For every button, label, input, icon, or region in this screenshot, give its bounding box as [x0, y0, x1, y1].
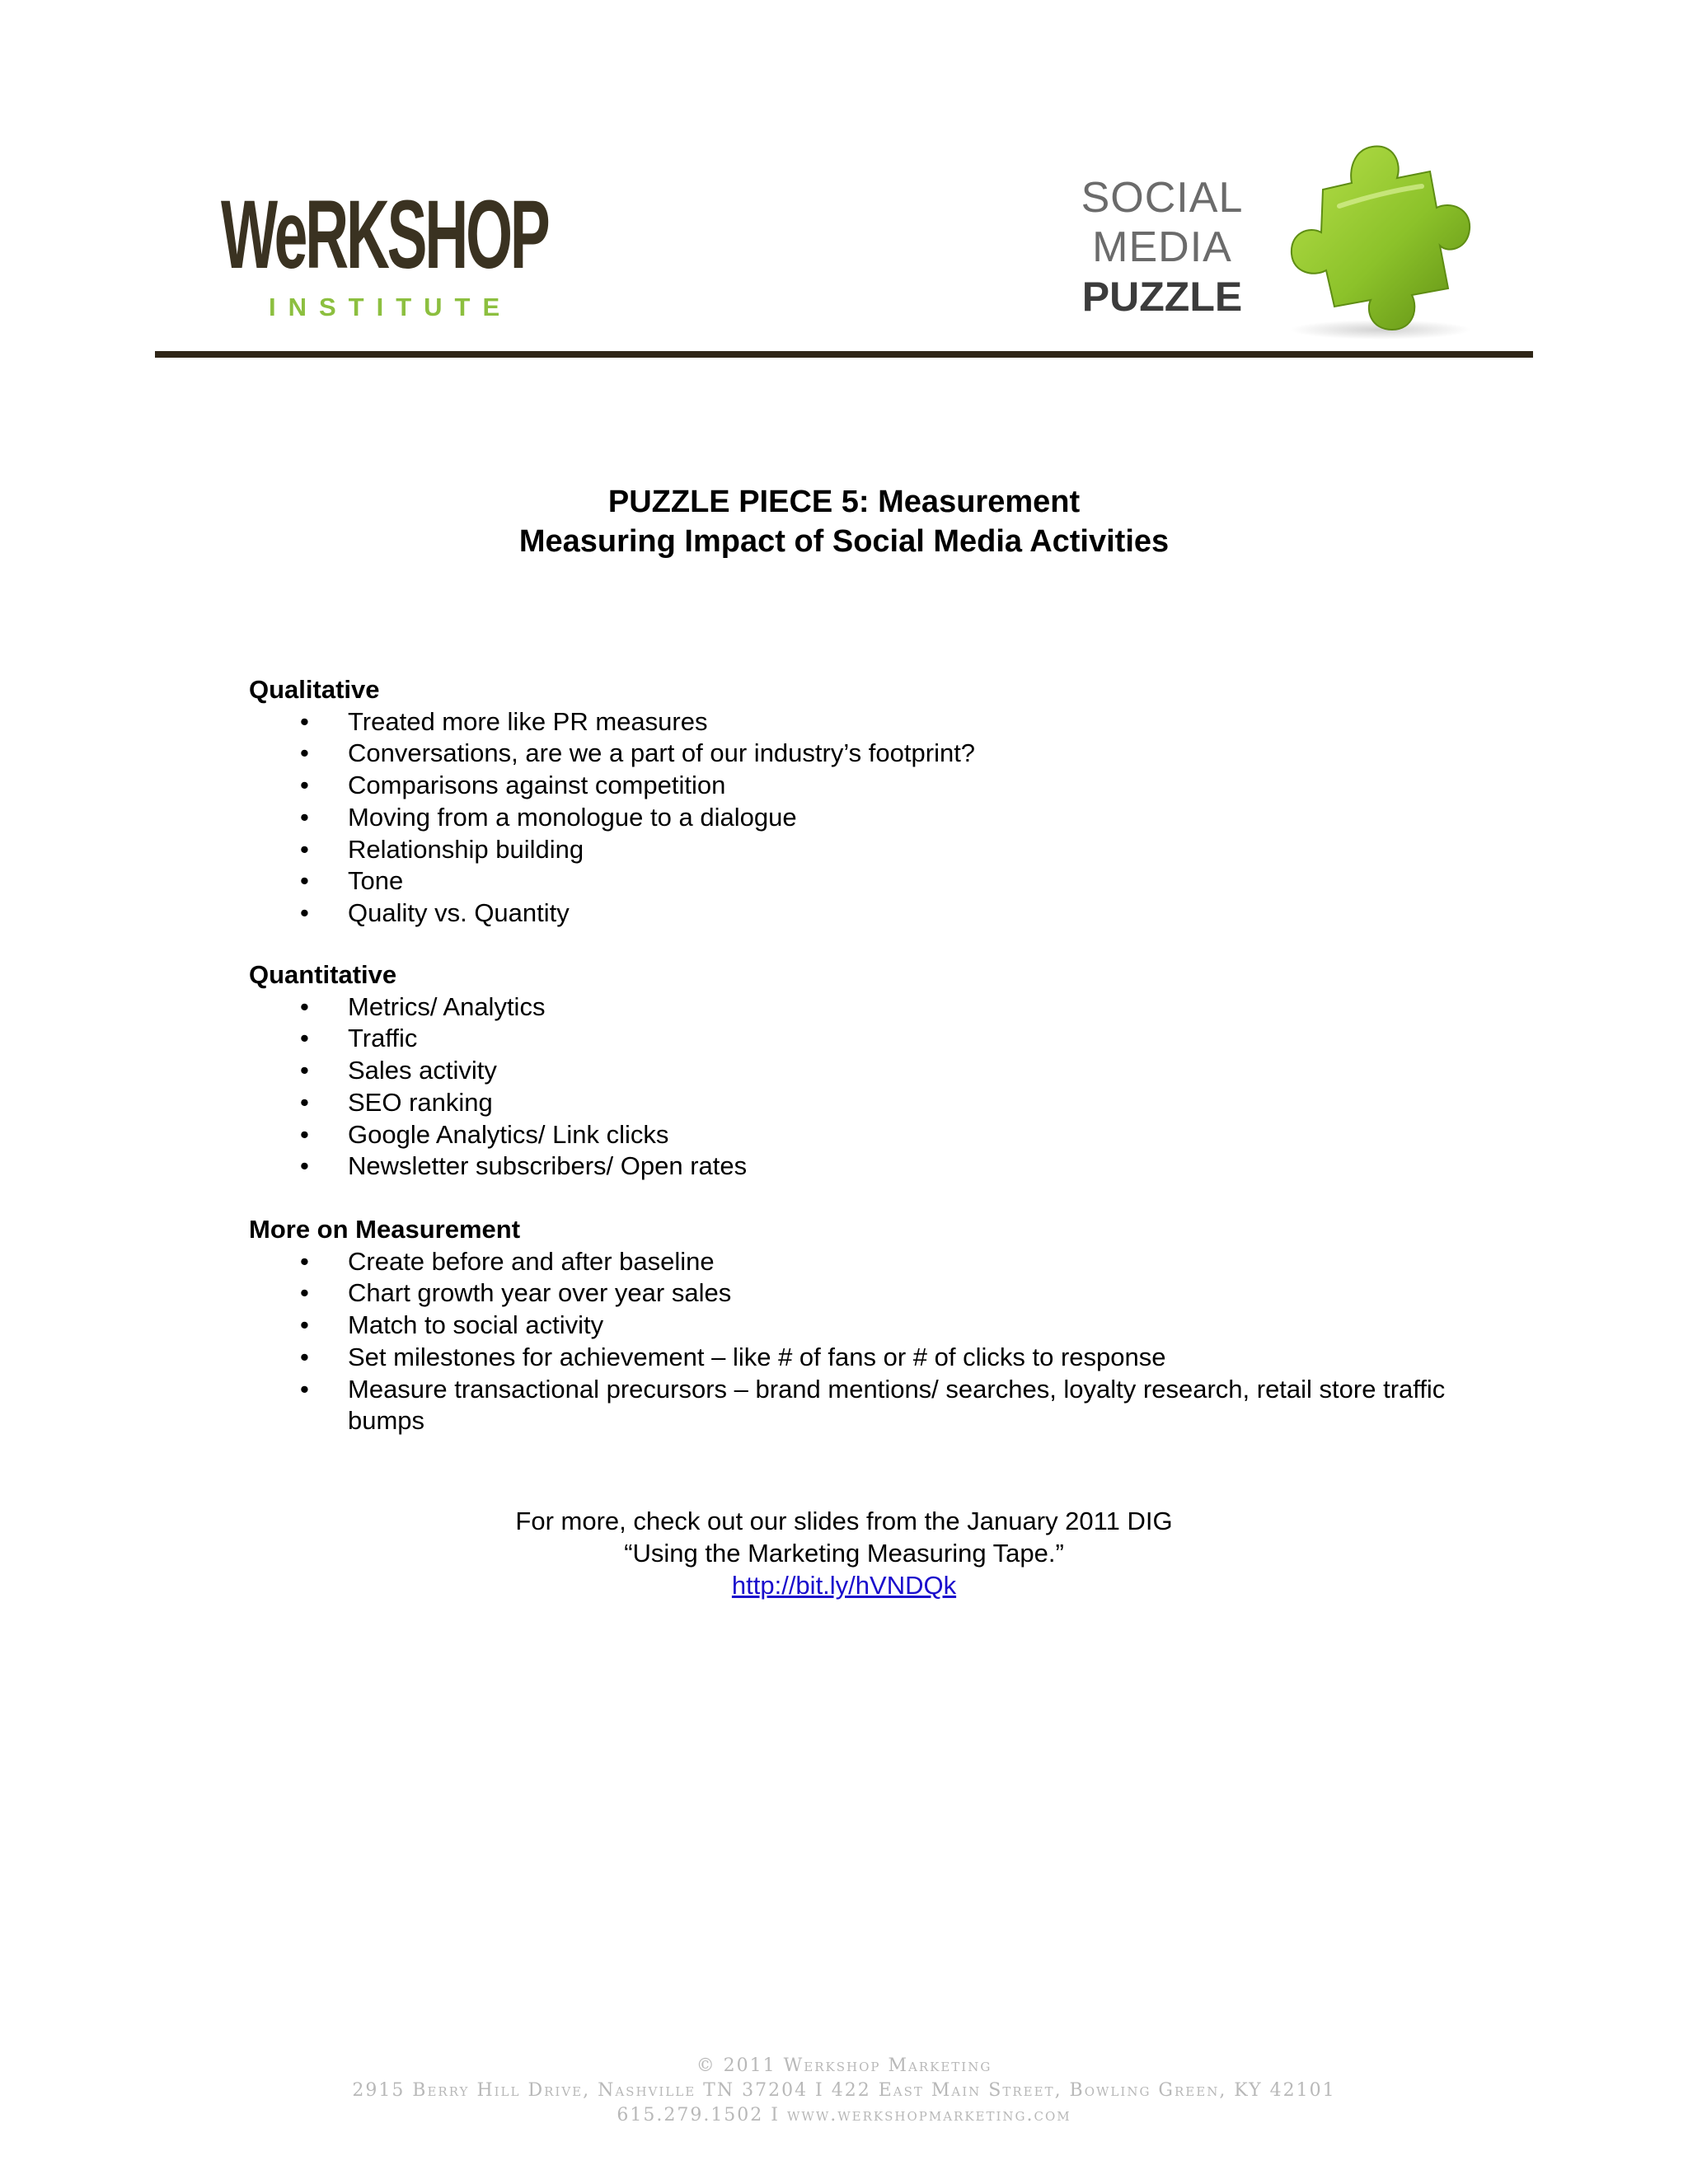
section-heading: More on Measurement	[249, 1215, 521, 1244]
list-item: • Metrics/ Analytics	[249, 991, 1485, 1024]
list-item: • Relationship building	[249, 834, 1485, 866]
list-item: • Set milestones for achievement – like # of fans or # of clicks to response	[249, 1342, 1485, 1374]
logo-line-social: SOCIAL	[1081, 174, 1244, 222]
bullet-icon: •	[300, 1278, 309, 1308]
closing-line-2: “Using the Marketing Measuring Tape.”	[624, 1539, 1064, 1568]
footer-copyright: © 2011 Werkshop Marketing	[696, 2055, 992, 2076]
list-item: • Comparisons against competition	[249, 770, 1485, 802]
social-media-puzzle-logo	[1071, 173, 1253, 330]
bullet-list	[249, 1246, 1485, 1437]
bullet-icon: •	[300, 1119, 309, 1149]
bullet-icon: •	[300, 1087, 309, 1117]
list-item: • Chart growth year over year sales	[249, 1277, 1485, 1310]
list-item: • Quality vs. Quantity	[249, 898, 1485, 930]
list-item: • Treated more like PR measures	[249, 706, 1485, 738]
bullet-list	[249, 706, 1485, 930]
list-item: • Measure transactional precursors – brand mentions/ searches, loyalty research, retail store traffic bumps	[300, 1374, 1446, 1436]
bullet-list	[249, 991, 1485, 1183]
list-item: • SEO ranking	[249, 1087, 1485, 1119]
list-item: • Moving from a monologue to a dialogue	[249, 802, 1485, 834]
list-item: • Sales activity	[249, 1055, 1485, 1087]
puzzle-piece-icon	[1273, 132, 1479, 342]
bullet-icon: •	[300, 834, 309, 864]
bullet-icon: •	[300, 1246, 309, 1276]
section-quantitative	[249, 959, 1485, 1183]
werkshop-logo-word: WeRKSHOP	[221, 180, 548, 289]
bullet-icon: •	[300, 1024, 309, 1053]
bullet-icon: •	[300, 991, 309, 1021]
slides-link[interactable]: http://bit.ly/hVNDQk	[731, 1571, 957, 1600]
logo-line-media: MEDIA	[1092, 223, 1232, 271]
list-item: • Google Analytics/ Link clicks	[249, 1119, 1485, 1151]
header-divider	[155, 351, 1533, 358]
title-line-2: Measuring Impact of Social Media Activities	[518, 524, 1170, 559]
werkshop-institute-logo	[221, 177, 548, 326]
bullet-icon: •	[300, 1056, 309, 1085]
list-item: • Create before and after baseline	[249, 1246, 1485, 1278]
document-header	[0, 0, 1688, 363]
closing-line-1: For more, check out our slides from the January 2011 DIG	[515, 1507, 1173, 1535]
section-more-on-measurement	[249, 1214, 1485, 1437]
bullet-icon: •	[300, 866, 309, 896]
footer-address: 2915 Berry Hill Drive, Nashville TN 37204 I 422 East Main Street, Bowling Green, KY 42101	[352, 2080, 1336, 2101]
section-heading: Quantitative	[249, 960, 397, 989]
list-item: • Tone	[249, 865, 1485, 898]
bullet-icon: •	[300, 1342, 309, 1371]
section-qualitative	[249, 674, 1485, 930]
closing-note	[0, 1505, 1688, 1601]
list-item: • Newsletter subscribers/ Open rates	[249, 1151, 1485, 1183]
list-item: • Match to social activity	[249, 1310, 1485, 1342]
bullet-icon: •	[300, 1310, 309, 1340]
logo-line-puzzle: PUZZLE	[1081, 274, 1243, 320]
bullet-icon: •	[300, 1374, 309, 1404]
footer-contact: 615.279.1502 I www.werkshopmarketing.com	[617, 2105, 1071, 2125]
bullet-icon: •	[300, 738, 309, 768]
section-heading: Qualitative	[249, 675, 380, 704]
bullet-icon: •	[300, 898, 309, 927]
bullet-icon: •	[300, 706, 309, 736]
bullet-icon: •	[300, 771, 309, 800]
document-footer	[0, 2054, 1688, 2128]
title-line-1: PUZZLE PIECE 5: Measurement	[607, 485, 1081, 519]
bullet-icon: •	[300, 802, 309, 832]
bullet-icon: •	[300, 1151, 309, 1181]
institute-logo-word: INSTITUTE	[269, 293, 513, 321]
document-title	[0, 482, 1688, 561]
list-item: • Conversations, are we a part of our industry’s footprint?	[249, 738, 1485, 770]
list-item: • Traffic	[249, 1023, 1485, 1055]
